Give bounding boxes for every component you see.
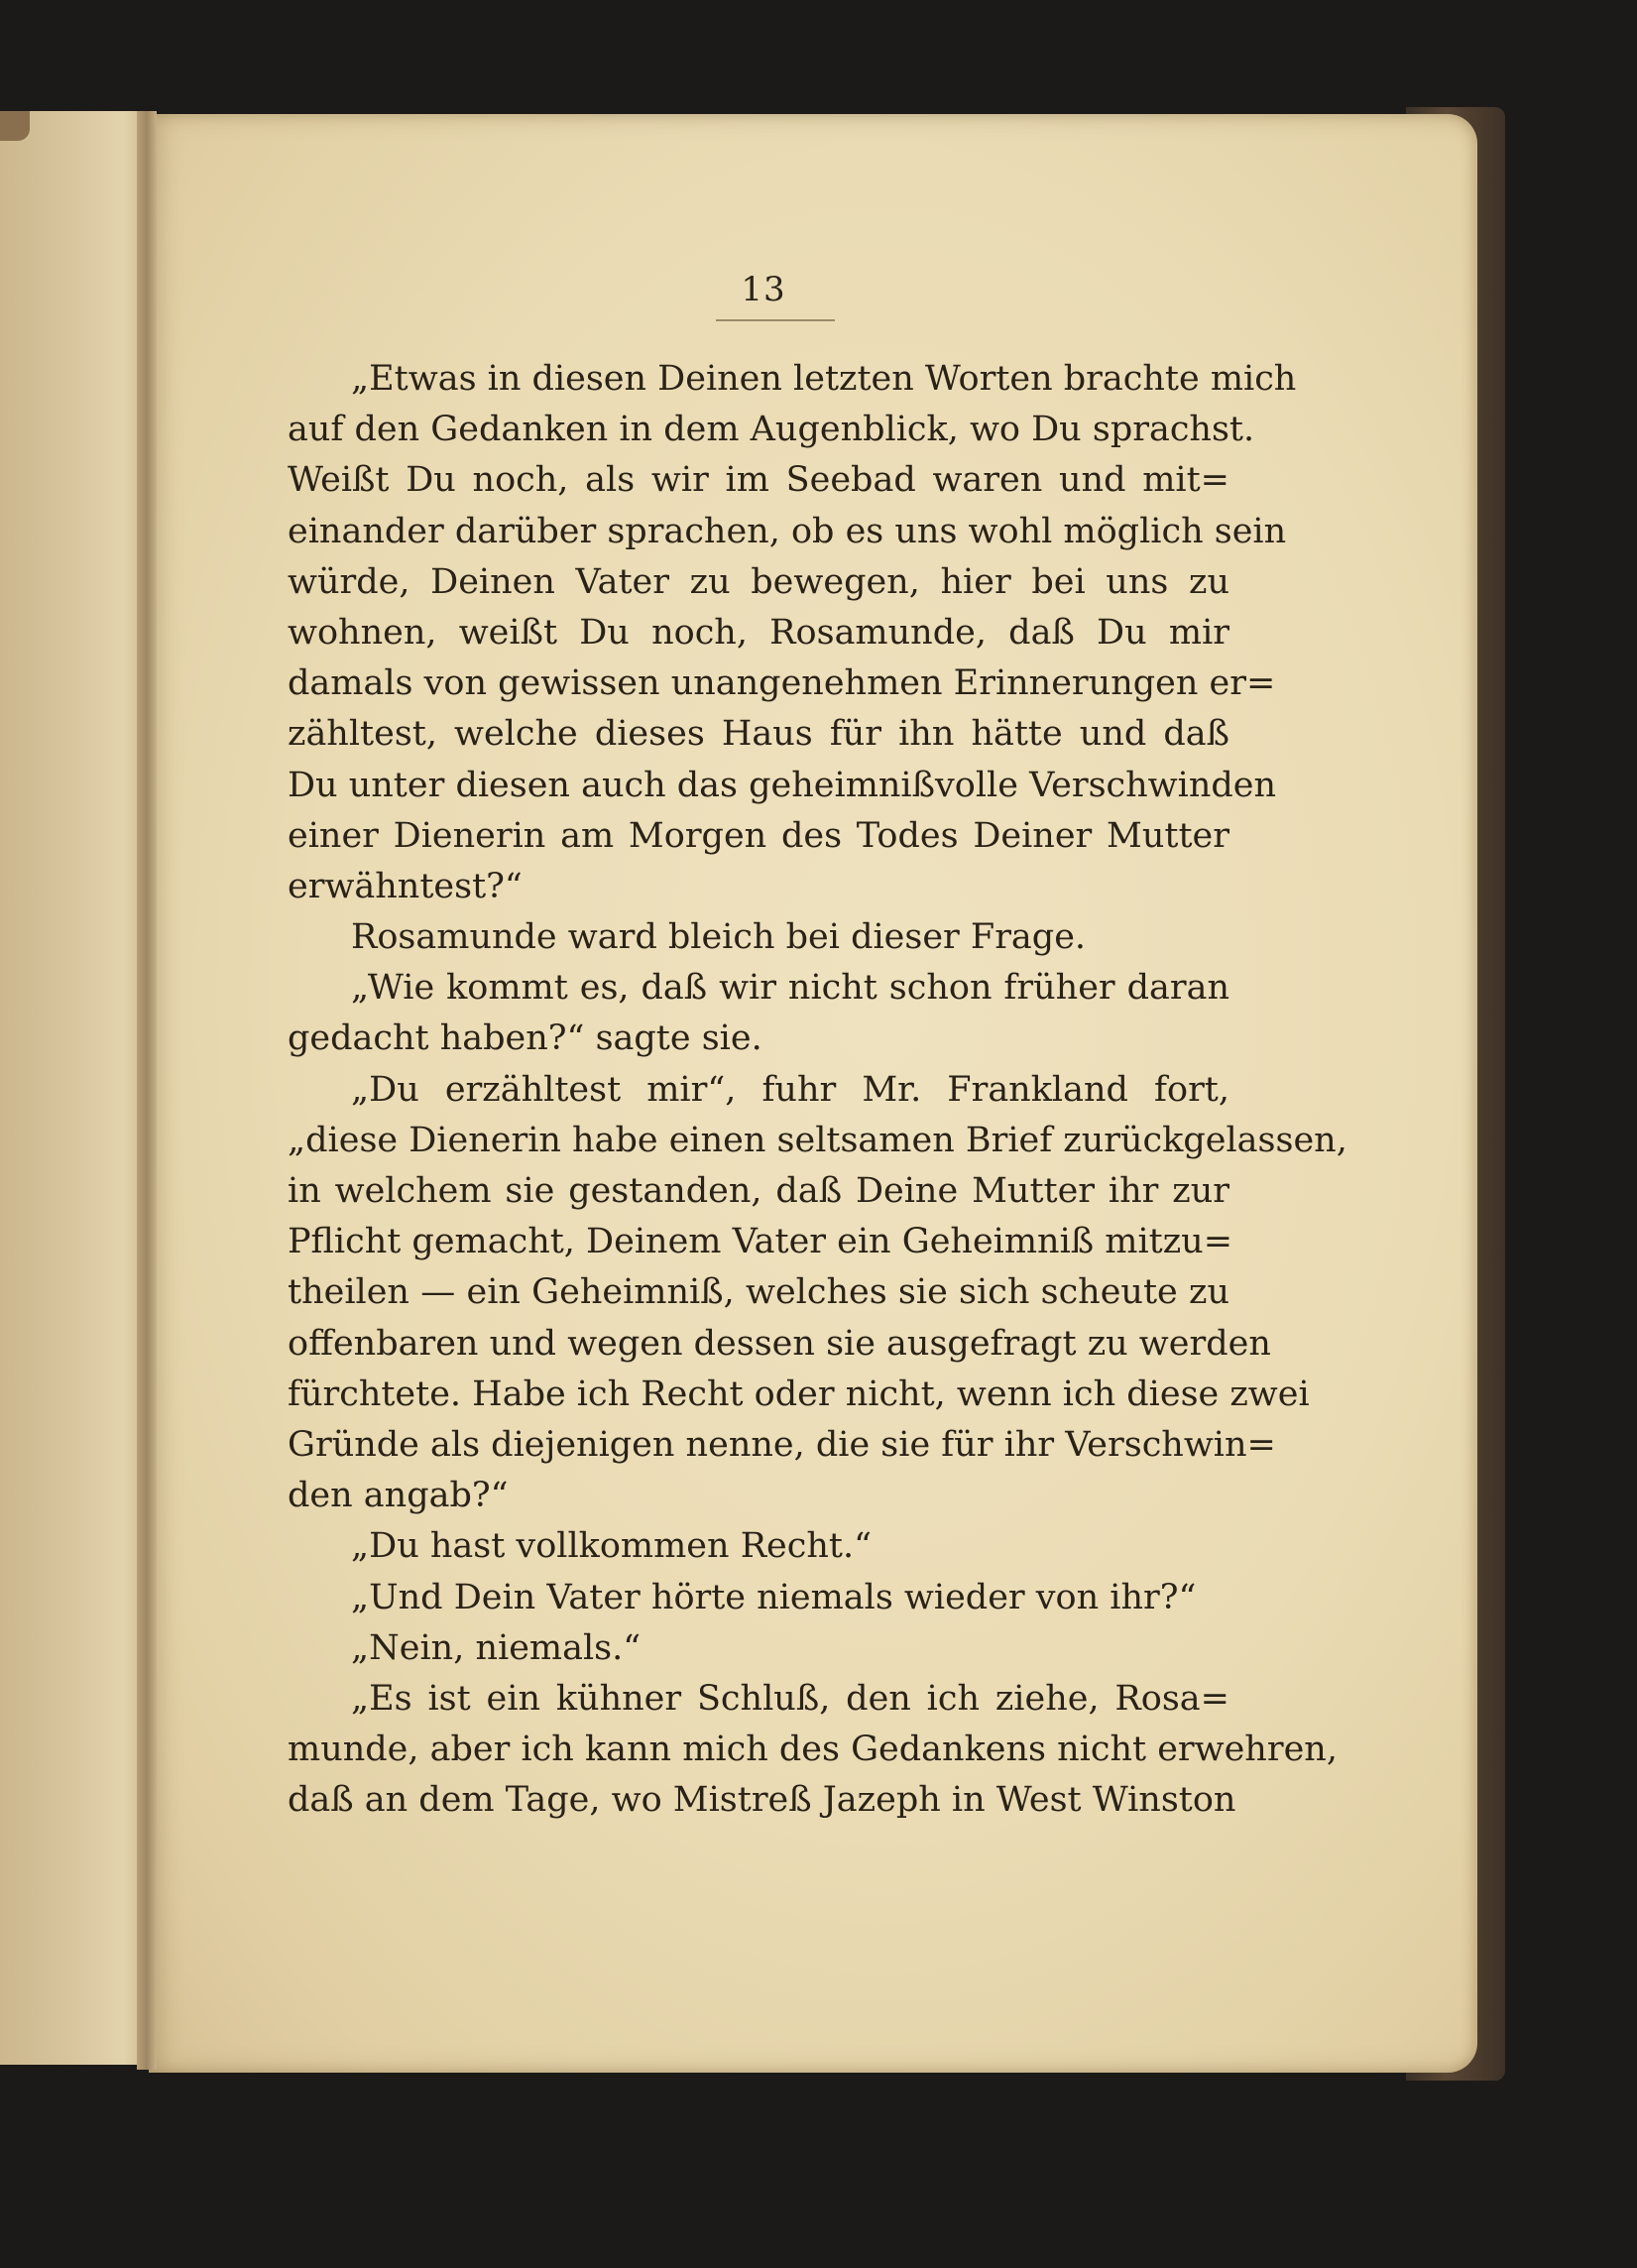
text-line: „Wie kommt es, daß wir nicht schon früher daran xyxy=(351,968,1229,1009)
text-line: fürchtete. Habe ich Recht oder nicht, wenn ich diese zwei xyxy=(288,1373,1310,1414)
text-line: würde, Deinen Vater zu bewegen, hier bei uns zu xyxy=(288,561,1229,602)
text-line: Weißt Du noch, als wir im Seebad waren und mit= xyxy=(288,460,1229,501)
text-line: den angab?“ xyxy=(288,1476,509,1516)
left-facing-page xyxy=(0,111,149,2065)
text-line: auf den Gedanken in dem Augenblick, wo Du sprachst. xyxy=(288,410,1255,450)
text-line: „Nein, niemals.“ xyxy=(351,1627,642,1668)
body-text xyxy=(288,354,1347,1826)
text-line: „Es ist ein kühner Schluß, den ich ziehe, Rosa= xyxy=(351,1678,1229,1719)
text-line: Gründe als diejenigen nenne, die sie für ihr Verschwin= xyxy=(288,1424,1276,1465)
page-number-rule xyxy=(716,319,835,321)
page-gutter xyxy=(137,111,157,2070)
text-line: zähltest, welche dieses Haus für ihn hätte und daß xyxy=(288,714,1229,755)
text-line: einander darüber sprachen, ob es uns wohl möglich sein xyxy=(288,511,1287,551)
text-line: damals von gewissen unangenehmen Erinnerungen er= xyxy=(288,663,1276,704)
page-number: 13 xyxy=(741,270,786,309)
text-line: daß an dem Tage, wo Mistreß Jazeph in West Winston xyxy=(288,1780,1236,1821)
text-line: wohnen, weißt Du noch, Rosamunde, daß Du mir xyxy=(288,612,1229,653)
text-line: Du unter diesen auch das geheimnißvolle Verschwinden xyxy=(288,765,1277,805)
text-line: einer Dienerin am Morgen des Todes Deiner Mutter xyxy=(288,815,1229,856)
text-line: theilen — ein Geheimniß, welches sie sich scheute zu xyxy=(288,1272,1229,1313)
text-line: in welchem sie gestanden, daß Deine Mutter ihr zur xyxy=(288,1171,1229,1211)
text-line: erwähntest?“ xyxy=(288,866,523,906)
left-cover-corner xyxy=(0,111,30,141)
text-line: „Du hast vollkommen Recht.“ xyxy=(351,1526,872,1567)
text-line: Pflicht gemacht, Deinem Vater ein Geheimniß mitzu= xyxy=(288,1222,1233,1262)
text-line: „Etwas in diesen Deinen letzten Worten brachte mich xyxy=(351,359,1297,399)
text-line: „diese Dienerin habe einen seltsamen Brief zurückgelassen, xyxy=(288,1120,1347,1160)
text-line: offenbaren und wegen dessen sie ausgefragt zu werden xyxy=(288,1323,1271,1364)
text-line: „Du erzähltest mir“, fuhr Mr. Frankland fort, xyxy=(351,1069,1229,1110)
text-line: „Und Dein Vater hörte niemals wieder von ihr?“ xyxy=(351,1577,1197,1617)
text-line: Rosamunde ward bleich bei dieser Frage. xyxy=(351,917,1087,958)
text-line: munde, aber ich kann mich des Gedankens nicht erwehren, xyxy=(288,1730,1338,1770)
text-line: gedacht haben?“ sagte sie. xyxy=(288,1018,762,1059)
